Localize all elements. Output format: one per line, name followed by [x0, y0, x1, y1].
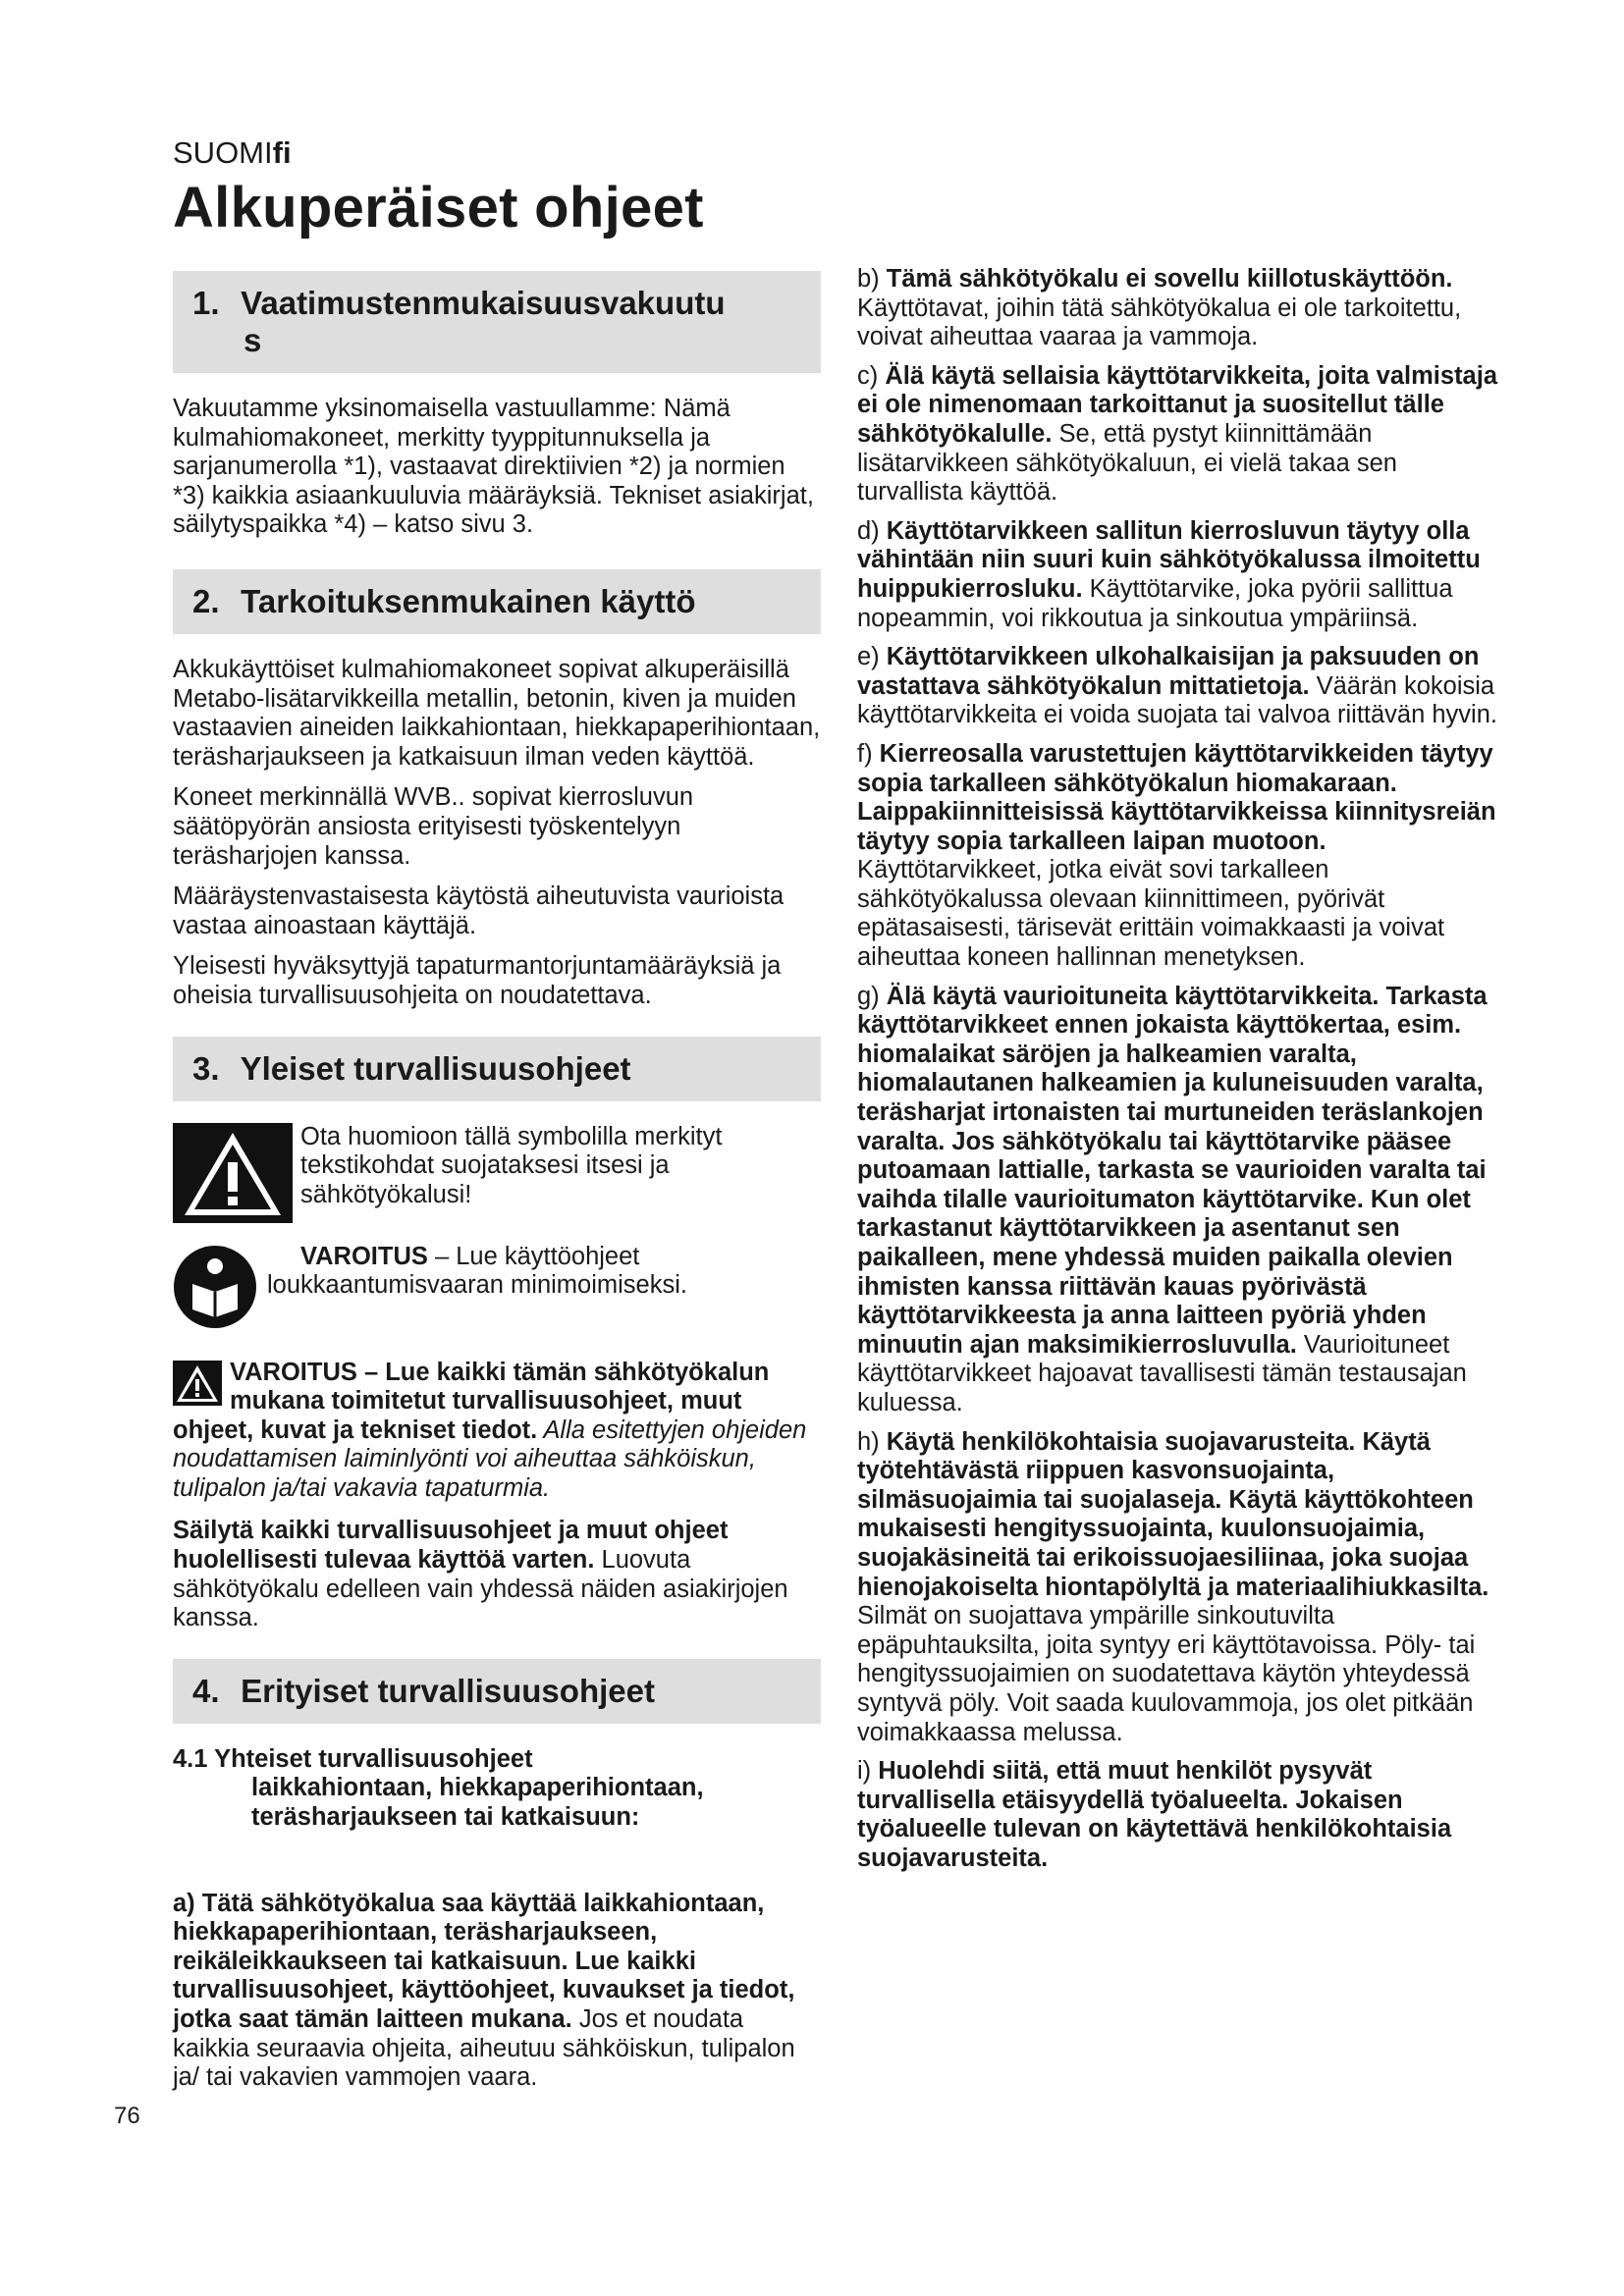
section-1-number: 1. [192, 285, 220, 321]
read-manual-note [173, 1243, 821, 1331]
section-3-number: 3. [192, 1049, 220, 1087]
item-a [173, 1890, 821, 2093]
page-number: 76 [114, 2103, 140, 2129]
section-1-body: Vakuutamme yksinomaisella vastuullamme: Nämä kulmahiomakoneet, merkitty tyyppitunnuksella ja sarjanumerolla *1), vastaavat direktiivien *2) ja normien *3) kaikkia asiaankuuluvia määräyksiä. Tekniset asiakirjat, säilytyspaikka *4) – katso sivu 3. [173, 395, 814, 539]
section-2-title: Tarkoituksenmukainen käyttö [241, 582, 696, 619]
section-4-title: Erityiset turvallisuusohjeet [241, 1672, 655, 1709]
item-i-bold: Huolehdi siitä, että muut henkilöt pysyvät turvallisella etäisyydellä työalueelta. Jokaisen työalueelle tulevan on käytettävä henkilökohtaisia suojavarusteita. [857, 1757, 1452, 1872]
item-b-rest: Käyttötavat, joihin tätä sähkötyökalua ei ole tarkoitettu, voivat aiheuttaa vaaraa ja vammoja. [857, 294, 1462, 351]
section-2-heading [173, 569, 821, 634]
item-b-label: b) [857, 265, 887, 293]
section-4-number: 4. [192, 1672, 220, 1709]
item-c [857, 362, 1500, 507]
subsection-4-1-heading [173, 1745, 821, 1833]
keep-instructions-bold: Säilytä kaikki turvallisuusohjeet ja muut ohjeet huolellisesti tulevaa käyttöä varten. [173, 1517, 729, 1575]
item-e-label: e) [857, 643, 887, 671]
item-e-bold: Käyttötarvikkeen ulkohalkaisijan ja paksuuden on vastattava sähkötyökalun mittatietoja. [857, 643, 1480, 700]
page-title: Alkuperäiset ohjeet [173, 176, 704, 240]
item-h-rest: Silmät on suojattava ympärille sinkoutuvilta epäpuhtauksilta, joita syntyy eri käyttötavoissa. Pöly- tai hengityssuojaimien on suodatettava käytön yhteydessä syntyvä pöly. Voit saada kuulovammoja, jos olet pitkään voimakkaassa melussa. [857, 1602, 1476, 1746]
left-column [173, 271, 821, 2105]
section-3-heading [173, 1037, 821, 1101]
item-e [857, 643, 1500, 730]
language-code: fi [272, 135, 292, 170]
read-manual-rest: – Lue käyttöohjeet [427, 1242, 640, 1270]
item-d-rest: Käyttötarvike, joka pyörii sallittua nopeammin, voi rikkoutua ja sinkoutua ympäriinsä. [857, 574, 1453, 632]
section-3-title: Yleiset turvallisuusohjeet [240, 1049, 631, 1087]
item-i [857, 1757, 1500, 1873]
item-i-label: i) [857, 1757, 879, 1786]
warning-triangle-icon [173, 1123, 293, 1223]
item-e-rest: Väärän kokoisia käyttötarvikkeita ei voida suojata tai valvoa riittävän hyvin. [857, 671, 1497, 729]
section-2-number: 2. [192, 582, 220, 619]
item-a-bold: a) Tätä sähkötyökalua saa käyttää laikkahiontaan, hiekkapaperihiontaan, teräsharjaukseen, reikäleikkaukseen tai katkaisuun. Lue kaikki turvallisuusohjeet, käyttöohjeet, kuvaukset ja tiedot, jotka saat tämän laitteen mukana. [173, 1889, 795, 2033]
keep-instructions-rest: Luovuta sähkötyökalu edelleen vain yhdessä näiden asiakirjojen kanssa. [173, 1546, 788, 1632]
read-manual-line-1 [173, 1243, 821, 1272]
item-g-rest: Vaurioituneet käyttötarvikkeet hajoavat tavallisesti tämän testausajan kuluessa. [857, 1330, 1467, 1416]
item-h-bold: Käytä henkilökohtaisia suojavarusteita. Käytä työtehtävästä riippuen kasvonsuojainta, silmäsuojaimia tai suojalaseja. Käytä käyttökohteen mukaisesti hengityssuojainta, kuulonsuojaimia, suojakäsineitä tai erikoissuojaesiliinaa, joka suojaa hienojakoiselta hiontapölyltä ja materiaalihiukkasilta. [857, 1427, 1489, 1601]
item-a-rest: Jos et noudata kaikkia seuraavia ohjeita, aiheutuu sähköiskun, tulipalon ja/ tai vakavien vammojen vaara. [173, 2005, 795, 2092]
read-manual-line-2: loukkaantumisvaaran minimoimiseksi. [267, 1271, 687, 1300]
section-1-title-cont: s [244, 322, 262, 358]
section-4-heading [173, 1659, 821, 1724]
item-f-bold: Kierreosalla varustettujen käyttötarvikkeiden täytyy sopia tarkalleen sähkötyökalun hiomakaraan. Laippakiinnitteisissä käyttötarvikkeissa kiinnitysreiän täytyy sopia tarkalleen laipan muotoon. [857, 739, 1496, 855]
general-warning-bold: VAROITUS – Lue kaikki tämän sähkötyökalun mukana toimitetut turvallisuusohjeet, muut ohjeet, kuvat ja tekniset tiedot. [173, 1358, 770, 1444]
item-d [857, 517, 1500, 633]
item-d-bold: Käyttötarvikkeen sallitun kierrosluvun täytyy olla vähintään niin suuri kuin sähkötyökalussa ilmoitettu huippukierrosluku. [857, 516, 1481, 603]
item-g-bold: Älä käytä vaurioituneita käyttötarvikkeita. Tarkasta käyttötarvikkeet ennen jokaista käyttökertaa, esim. hiomalaikat säröjen ja halkeamien varalta, hiomalautanen halkeamien ja kuluneisuuden varalta, teräsharjat irtonaisten tai murtuneiden teräslankojen varalta. Jos sähkötyökalu tai käyttötarvike pääsee putoamaan lattialle, tarkasta se vaurioiden varalta tai vaihda tilalle vaurioitumaton käyttötarvike. Kun olet tarkastanut käyttötarvikkeen ja asentanut sen paikalleen, mene yhdessä muiden paikalla olevien ihmisten kanssa riittävän kauas pyörivästä käyttötarvikkeesta ja anna laitteen pyöriä yhden minuutin ajan maksimikierrosluvulla. [857, 982, 1488, 1359]
general-warning [173, 1359, 821, 1504]
keep-instructions [173, 1517, 821, 1632]
section-2-para-1: Akkukäyttöiset kulmahiomakoneet sopivat alkuperäisillä Metabo-lisätarvikkeilla metallin, betonin, kiven ja muiden vastaavien aineiden laikkahiontaan, hiekkapaperihiontaan, teräsharjaukseen ja katkaisuun ilman veden käyttöä. [173, 655, 821, 771]
item-c-label: c) [857, 361, 886, 390]
language-label [173, 135, 292, 171]
item-h-label: h) [857, 1427, 887, 1456]
item-g-label: g) [857, 982, 887, 1010]
right-column [857, 265, 1500, 1883]
subsection-4-1-title: 4.1 Yhteiset turvallisuusohjeet [173, 1744, 533, 1773]
symbol-note-text: Ota huomioon tällä symbolilla merkityt tekstikohdat suojataksesi itsesi ja sähkötyökalusi! [300, 1122, 723, 1208]
section-2-para-2: Koneet merkinnällä WVB.. sopivat kierrosluvun säätöpyörän ansiosta erityisesti työskentelyyn teräsharjojen kanssa. [173, 783, 694, 870]
item-h [857, 1428, 1500, 1748]
item-b-bold: Tämä sähkötyökalu ei sovellu kiillotuskäyttöön. [886, 265, 1453, 293]
item-c-bold: Älä käytä sellaisia käyttötarvikkeita, joita valmistaja ei ole nimenomaan tarkoittanut ja suositellut tälle sähkötyökalulle. [857, 361, 1498, 448]
section-2-para-3: Määräystenvastaisesta käytöstä aiheutuvista vaurioista vastaa ainoastaan käyttäjä. [173, 882, 785, 939]
section-1-heading [173, 271, 821, 373]
item-b [857, 265, 1500, 352]
section-2-para-4: Yleisesti hyväksyttyjä tapaturmantorjuntamääräyksiä ja oheisia turvallisuusohjeita on noudatettava. [173, 952, 782, 1009]
item-g [857, 983, 1500, 1418]
read-manual-icon [173, 1245, 257, 1329]
item-f-rest: Käyttötarvikkeet, jotka eivät sovi tarkalleen sähkötyökalussa olevaan kiinnittimeen, pyörivät epätasaisesti, tärisevät erittäin voimakkaasti ja voivat aiheuttaa koneen hallinnan menetyksen. [857, 856, 1445, 972]
section-1-title: Vaatimustenmukaisuusvakuutu [241, 285, 726, 321]
subsection-4-1-title-cont: laikkahiontaan, hiekkapaperihiontaan, teräsharjaukseen tai katkaisuun: [251, 1774, 704, 1832]
language-name: SUOMI [173, 135, 273, 170]
item-f [857, 740, 1500, 973]
item-c-rest: Se, että pystyt kiinnittämään lisätarvikkeen sähkötyökaluun, ei vielä takaa sen turvallista käyttöä. [857, 419, 1397, 507]
small-warning-triangle-icon [173, 1361, 222, 1406]
general-warning-italic: Alla esitettyjen ohjeiden noudattamisen laiminlyönti voi aiheuttaa sähköiskun, tulipalon ja/tai vakavia tapaturmia. [173, 1415, 807, 1502]
item-f-label: f) [857, 739, 880, 768]
item-d-label: d) [857, 516, 887, 545]
warning-symbol-note [173, 1123, 821, 1223]
read-manual-warning: VAROITUS [300, 1242, 428, 1270]
